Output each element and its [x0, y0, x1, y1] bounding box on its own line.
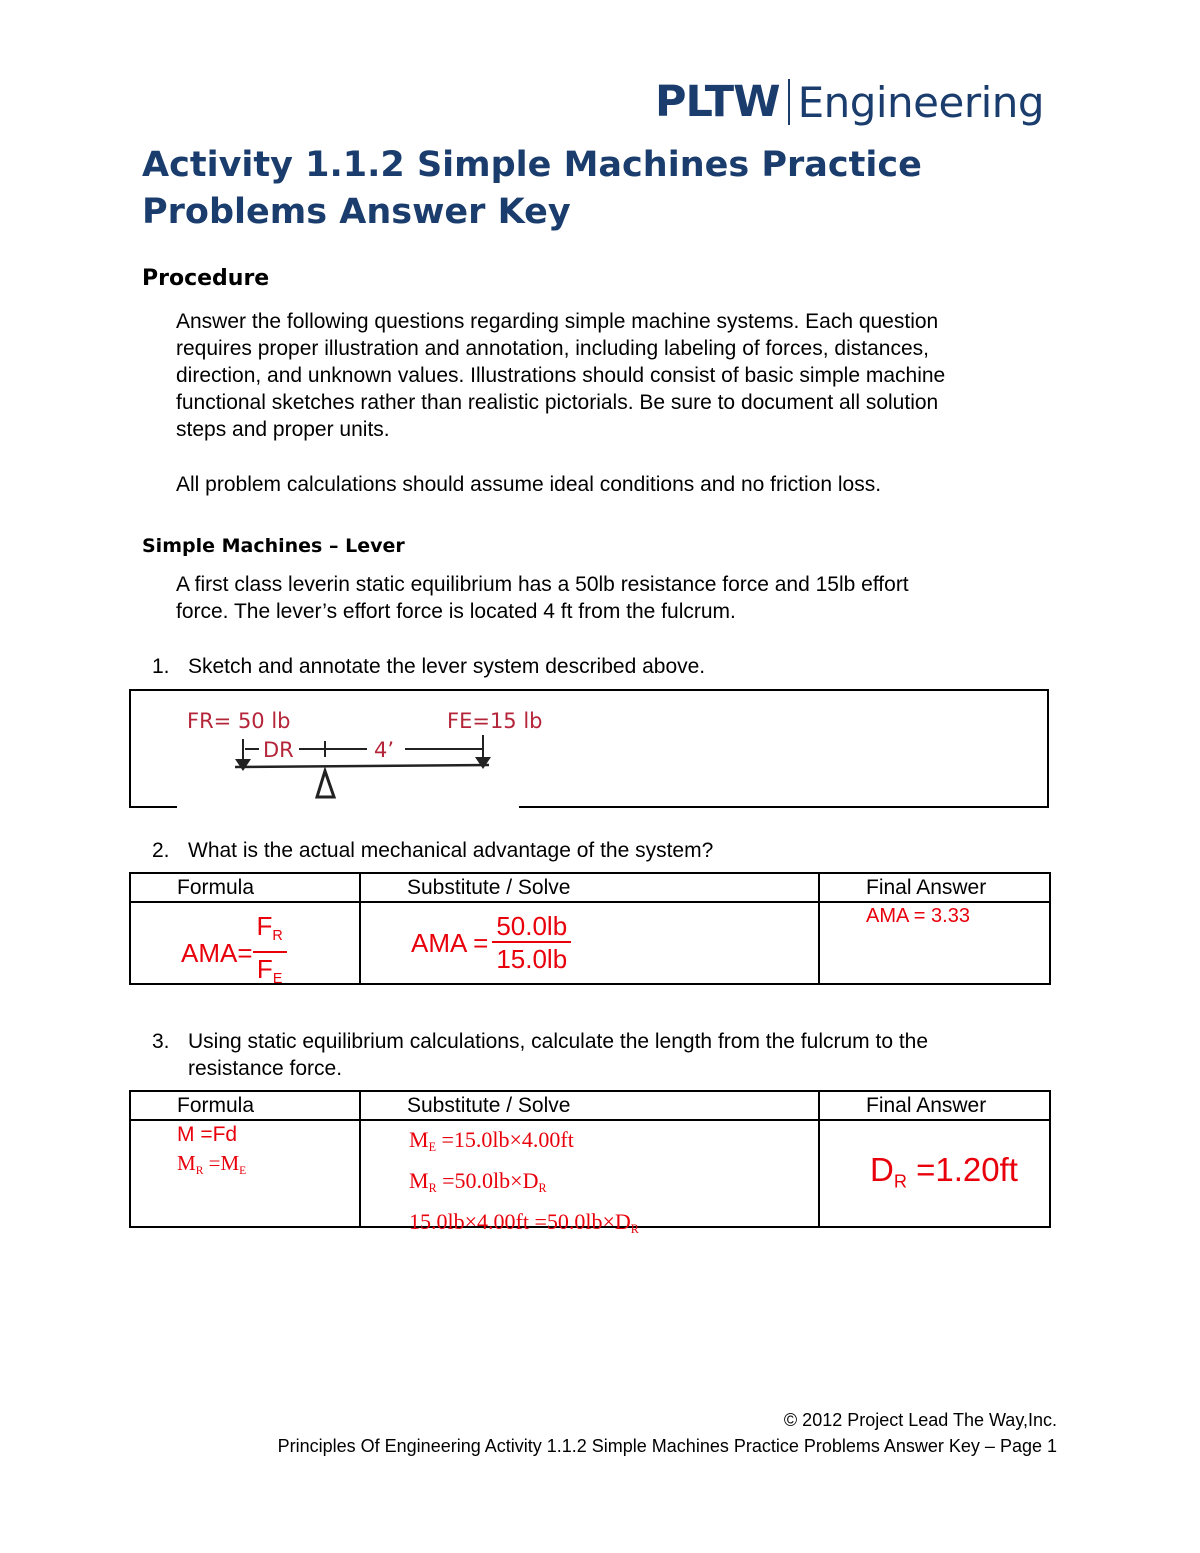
moment-substitution	[409, 1123, 639, 1247]
equilibrium-line: $15.0lb\times 4.00ft =50.0lb\times D_R$	[409, 1209, 639, 1237]
question-1	[152, 653, 1052, 680]
table-row	[130, 902, 1050, 984]
lever-heading: Simple Machines – Lever	[142, 535, 405, 557]
page-title	[142, 142, 1042, 236]
lever-intro	[176, 571, 1056, 625]
procedure-line: functional sketches rather than realistic pictorials. Be sure to document all solution	[176, 391, 939, 414]
ama-final-answer: AMA = 3.33	[866, 905, 970, 927]
solve-cell	[360, 1120, 819, 1237]
title-line-2: Problems Answer Key	[142, 192, 571, 232]
question-number: 2.	[152, 839, 170, 862]
formula-header: Formula	[130, 1091, 360, 1120]
answer-cell	[819, 902, 1050, 984]
question-text-line: Using static equilibrium calculations, calculate the length from the fulcrum to the	[188, 1030, 929, 1053]
ama-lhs: AMA=	[181, 937, 253, 968]
procedure-paragraph	[176, 308, 1056, 443]
logo-division: Engineering	[797, 77, 1045, 127]
moment-balance: $M_R =M_E$	[177, 1151, 247, 1178]
ama-substitution	[411, 911, 571, 975]
resistance-moment-line: $M_R =50.0lb\times D_R$	[409, 1168, 547, 1196]
question-3	[152, 1028, 1052, 1082]
lever-sketch-drawing	[177, 691, 543, 806]
question-number: 1.	[152, 655, 170, 678]
logo-brand: PLTW	[655, 77, 780, 127]
solve-cell	[360, 902, 819, 984]
subscript: R	[272, 928, 283, 944]
dr-final-answer: $D_R =1.20ft$	[870, 1151, 1018, 1192]
q3-answer-table	[129, 1090, 1051, 1237]
lever-bar	[235, 765, 489, 767]
procedure-line: steps and proper units.	[176, 418, 390, 441]
question-2	[152, 837, 1052, 864]
resistance-distance-label: DR	[263, 738, 294, 762]
procedure-line: Answer the following questions regarding simple machine systems. Each question	[176, 310, 939, 333]
solve-header: Substitute / Solve	[360, 1091, 819, 1120]
table-header-row	[130, 1091, 1050, 1120]
logo-divider	[788, 79, 790, 125]
fraction-numerator: F	[256, 911, 273, 941]
fulcrum-triangle	[317, 771, 334, 797]
resistance-arrowhead	[235, 759, 251, 771]
ama-formula	[181, 911, 287, 995]
formula-cell	[130, 1120, 360, 1227]
procedure-line: direction, and unknown values. Illustrations should consist of basic simple machine	[176, 364, 946, 387]
table-row	[130, 1120, 1050, 1227]
effort-distance-label: 4’	[374, 738, 395, 762]
subscript: E	[272, 971, 283, 987]
formula-cell	[130, 902, 360, 987]
moment-definition: M =Fd	[177, 1123, 238, 1146]
procedure-line: requires proper illustration and annotation, including labeling of forces, distances,	[176, 337, 929, 360]
answer-header: Final Answer	[819, 1091, 1050, 1120]
assumption-paragraph: All problem calculations should assume ideal conditions and no friction loss.	[176, 473, 882, 496]
ama-fraction	[253, 911, 287, 995]
fraction-numerator: 50.0lb	[492, 911, 571, 943]
question-text	[188, 1028, 1052, 1082]
fraction-denominator: F	[256, 954, 273, 984]
ama-value-fraction	[492, 911, 571, 975]
effort-moment-line: $M_E =15.0lb\times 4.00ft$	[409, 1127, 574, 1155]
question-text: Sketch and annotate the lever system described above.	[188, 655, 706, 678]
lever-sketch-box	[129, 689, 1049, 808]
question-text: What is the actual mechanical advantage of the system?	[188, 839, 714, 862]
resistance-force-label: FR= 50 lb	[187, 709, 291, 733]
fraction-denominator: 15.0lb	[496, 944, 568, 974]
q2-answer-table	[129, 872, 1051, 985]
solve-header: Substitute / Solve	[360, 873, 819, 902]
answer-cell	[819, 1120, 1050, 1227]
moment-formula	[177, 1121, 246, 1185]
lever-intro-line: force. The lever’s effort force is located 4 ft from the fulcrum.	[176, 600, 736, 623]
formula-header: Formula	[130, 873, 360, 902]
copyright-notice: © 2012 Project Lead The Way,Inc.	[783, 1410, 1057, 1430]
ama-lhs: AMA =	[411, 927, 489, 958]
answer-header: Final Answer	[819, 873, 1050, 902]
pltw-engineering-logo	[655, 74, 1044, 130]
lever-sketch	[177, 691, 543, 808]
title-line-1: Activity 1.1.2 Simple Machines Practice	[142, 145, 922, 185]
table-header-row	[130, 873, 1050, 902]
effort-force-label: FE=15 lb	[447, 709, 543, 733]
question-text-line: resistance force.	[188, 1057, 343, 1080]
lever-intro-line: A first class leverin static equilibrium has a 50lb resistance force and 15lb effort	[176, 573, 909, 596]
question-number: 3.	[152, 1030, 170, 1053]
footer-course-line: Principles Of Engineering Activity 1.1.2 Simple Machines Practice Problems Answer Key – Page 1	[277, 1436, 1057, 1456]
effort-arrowhead	[475, 757, 491, 769]
procedure-heading: Procedure	[142, 266, 270, 291]
